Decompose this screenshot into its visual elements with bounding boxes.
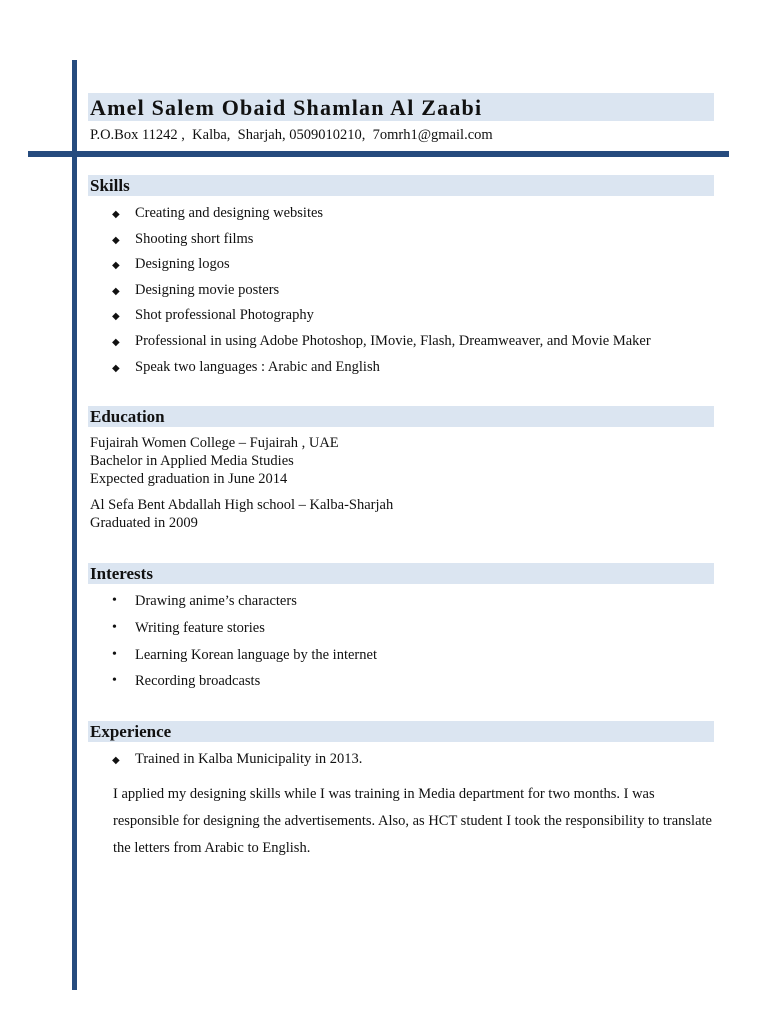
section-heading-skills: Skills (88, 175, 714, 196)
diamond-bullet-icon: ◆ (112, 311, 120, 323)
education-entry (90, 496, 393, 532)
education-date: Expected graduation in June 2014 (90, 471, 288, 487)
diamond-bullet-icon: ◆ (112, 260, 120, 272)
dot-bullet-icon: • (112, 593, 117, 608)
interests-list (90, 592, 377, 699)
dot-bullet-icon: • (112, 646, 117, 662)
horizontal-accent-bar (28, 151, 729, 157)
dot-bullet-icon: • (112, 673, 117, 689)
section-heading-experience: Experience (88, 721, 714, 742)
list-item: ◆ Designing logos (90, 255, 651, 281)
section-heading-interests: Interests (88, 563, 714, 584)
education-date: Graduated in 2009 (90, 515, 198, 531)
diamond-bullet-icon: ◆ (112, 362, 120, 374)
dot-bullet-icon: • (112, 619, 117, 635)
education-degree: Bachelor in Applied Media Studies (90, 453, 294, 469)
list-item: ◆ Speak two languages : Arabic and English (90, 358, 651, 384)
experience-list (90, 750, 362, 776)
experience-description: I applied my designing skills while I was training in Media department for two months. I was responsible for designing the advertisements. Also, as HCT student I took the responsibility to translate the letters from Arabic to English. (113, 786, 712, 856)
list-item: ◆ Shooting short films (90, 230, 651, 256)
diamond-bullet-icon: ◆ (112, 336, 120, 348)
section-heading-education: Education (88, 406, 714, 427)
list-item: ◆ Shot professional Photography (90, 306, 651, 332)
vertical-accent-bar (72, 60, 77, 990)
list-item: ◆ Trained in Kalba Municipality in 2013. (90, 750, 362, 776)
list-item: • Recording broadcasts (112, 673, 261, 690)
resume-name: Amel Salem Obaid Shamlan Al Zaabi (88, 93, 714, 121)
education-entry (90, 434, 339, 488)
diamond-bullet-icon: ◆ (112, 209, 120, 220)
education-institution: Al Sefa Bent Abdallah High school – Kalba-Sharjah (90, 497, 394, 513)
list-item: • Drawing anime’s characters (112, 593, 297, 609)
list-item: • Writing feature stories (112, 619, 265, 636)
contact-info: P.O.Box 11242 , Kalba, Sharjah, 0509010210, 7omrh1@gmail.com (90, 127, 493, 143)
list-item: • Learning Korean language by the internet (112, 646, 377, 663)
diamond-bullet-icon: ◆ (112, 285, 120, 297)
diamond-bullet-icon: ◆ (112, 755, 120, 766)
list-item: ◆ Designing movie posters (90, 281, 651, 307)
list-item: ◆ Professional in using Adobe Photoshop, IMovie, Flash, Dreamweaver, and Movie Maker (90, 332, 651, 358)
education-institution: Fujairah Women College – Fujairah , UAE (90, 435, 339, 451)
diamond-bullet-icon: ◆ (112, 234, 120, 246)
list-item: ◆ Creating and designing websites (90, 204, 651, 230)
skills-list (90, 204, 651, 383)
